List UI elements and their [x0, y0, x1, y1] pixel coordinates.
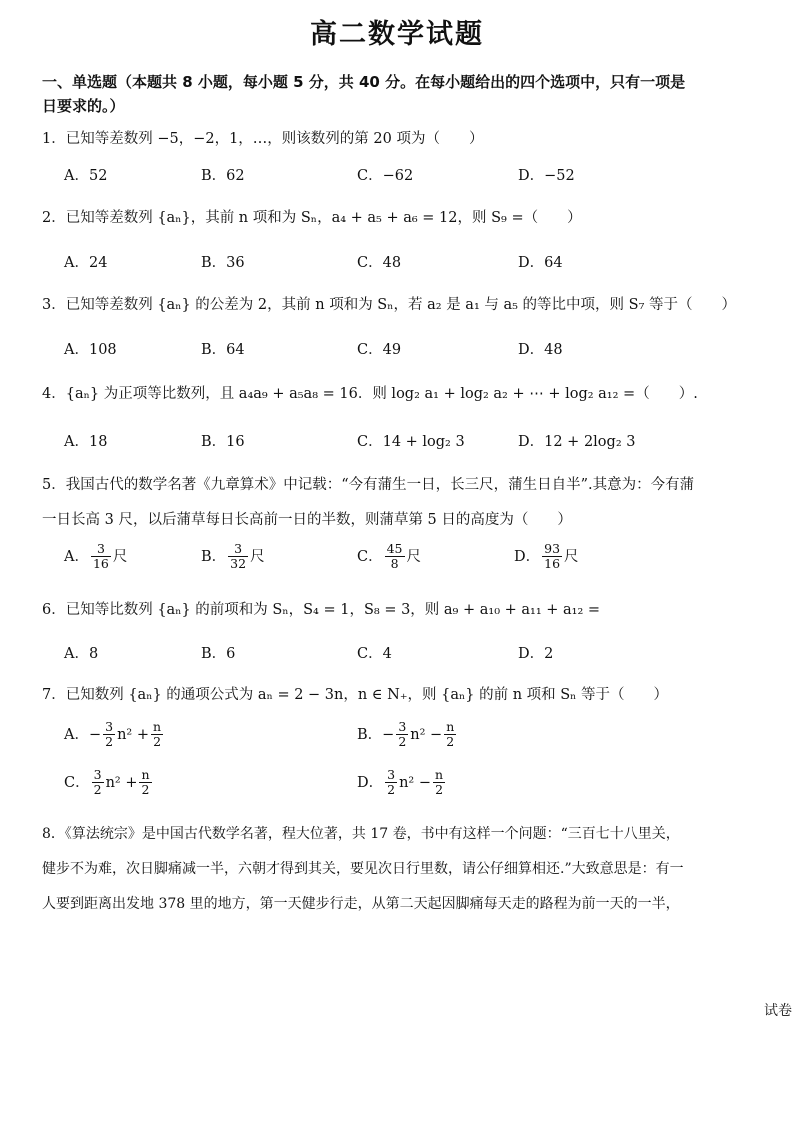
question-2-option-a: A．24: [64, 255, 108, 271]
section-header-line2: 日要求的。）: [42, 97, 125, 115]
question-7-stem: 7．已知数列 {aₙ} 的通项公式为 aₙ = 2 − 3n，n ∈ N₊，则 {aₙ} 的前 n 项和 Sₙ 等于（ ）: [42, 687, 669, 703]
question-1-option-b: B．62: [201, 168, 245, 184]
question-5-option-c: [357, 542, 421, 572]
fraction-numerator: n: [435, 767, 444, 782]
question-2-option-b: B．36: [201, 255, 245, 271]
question-1-option-d: D．−52: [518, 168, 575, 184]
option-label: A．: [64, 548, 89, 565]
option-label: C．: [357, 548, 383, 565]
fraction-denominator: 32: [230, 556, 247, 572]
expression-tail: n² −: [410, 726, 443, 743]
question-4-option-a: A．18: [64, 434, 108, 450]
option-label: B．: [201, 548, 227, 565]
fraction-numerator: 3: [91, 542, 111, 557]
question-3-option-b: B．64: [201, 342, 245, 358]
question-6-stem: 6．已知等比数列 {aₙ} 的前项和为 Sₙ，S₄ = 1，S₈ = 3，则 a₉ + a₁₀ + a₁₁ + a₁₂ =: [42, 602, 601, 618]
question-3-option-d: D．48: [518, 342, 563, 358]
question-4-option-d: D．12 + 2log₂ 3: [518, 434, 636, 450]
fraction: [92, 768, 104, 798]
unit: 尺: [112, 548, 128, 565]
question-5-stem-line2: 一日长高 3 尺，以后蒲草每日长高前一日的半数，则蒲草第 5 日的高度为（ ）: [42, 512, 572, 528]
fraction-denominator: 2: [435, 782, 444, 798]
fraction-denominator: 2: [387, 782, 396, 798]
question-5-option-b: [201, 542, 265, 572]
fraction-denominator: 16: [92, 556, 109, 572]
question-4-option-c: C．14 + log₂ 3: [357, 434, 465, 450]
question-4-stem: 4．{aₙ} 为正项等比数列，且 a₄a₉ + a₅a₈ = 16．则 log₂ a₁ + log₂ a₂ + ⋯ + log₂ a₁₂ =（ ）.: [42, 386, 698, 402]
question-1-option-a: A．52: [64, 168, 108, 184]
unit: 尺: [564, 548, 579, 565]
fraction-numerator: 3: [387, 767, 396, 782]
fraction-numerator: 3: [228, 542, 248, 557]
option-label: D．: [514, 548, 541, 565]
question-2-option-d: D．64: [518, 255, 563, 271]
fraction: [542, 542, 562, 572]
fraction: [444, 720, 456, 750]
question-2-stem: 2．已知等差数列 {aₙ}，其前 n 项和为 Sₙ，a₄ + a₅ + a₆ = 12，则 S₉ =（ ）: [42, 210, 582, 226]
fraction: [139, 768, 151, 798]
fraction-numerator: n: [153, 719, 162, 734]
expression-tail: n² +: [105, 774, 138, 791]
fraction-numerator: 3: [93, 767, 102, 782]
question-3-option-c: C．49: [357, 342, 402, 358]
unit: 尺: [406, 548, 422, 565]
fraction-denominator: 2: [153, 734, 162, 750]
fraction: [91, 542, 111, 572]
fraction-numerator: 93: [544, 541, 561, 556]
expression-tail: n² −: [399, 774, 432, 791]
question-7-option-c: [64, 768, 154, 798]
minus-sign: −: [382, 726, 395, 743]
fraction-denominator: 2: [446, 734, 455, 750]
question-5-option-a: [64, 542, 127, 572]
option-label: B．: [357, 726, 383, 743]
fraction-denominator: 2: [93, 782, 102, 798]
fraction-denominator: 2: [105, 734, 114, 750]
unit: 尺: [250, 548, 265, 565]
fraction-numerator: n: [446, 719, 455, 734]
fraction-denominator: 2: [398, 734, 407, 750]
question-6-option-a: A．8: [64, 646, 99, 662]
question-7-option-b: [357, 720, 458, 750]
fraction-numerator: 45: [386, 541, 403, 556]
question-6-option-b: B．6: [201, 646, 236, 662]
fraction: [396, 720, 408, 750]
fraction: [228, 542, 248, 572]
question-6-option-c: C．4: [357, 646, 392, 662]
question-8-line2: 健步不为难，次日脚痛减一半，六朝才得到其关，要见次日行里数，请公仔细算相还.”大致意思是：有一: [42, 861, 684, 877]
fraction-denominator: 8: [390, 556, 399, 572]
fraction-numerator: 3: [105, 719, 114, 734]
question-7-option-d: [357, 768, 447, 798]
question-1-stem: 1．已知等差数列 −5，−2，1，…，则该数列的第 20 项为（ ）: [42, 131, 484, 147]
fraction: [385, 768, 397, 798]
question-6-option-d: D．2: [518, 646, 554, 662]
fraction-numerator: 3: [398, 719, 407, 734]
fraction: [151, 720, 163, 750]
fraction-denominator: 2: [141, 782, 150, 798]
option-label: D．: [357, 774, 384, 791]
fraction: [103, 720, 115, 750]
page-footer: 试卷: [764, 1003, 792, 1019]
fraction-numerator: n: [141, 767, 150, 782]
fraction: [385, 542, 405, 572]
question-4-option-b: B．16: [201, 434, 245, 450]
option-label: C．: [64, 774, 90, 791]
section-header-line1: 一、单选题（本题共 8 小题，每小题 5 分，共 40 分。在每小题给出的四个选项中，只有一项是: [42, 73, 686, 91]
option-label: A．: [64, 726, 89, 743]
question-8-line3: 人要到距离出发地 378 里的地方，第一天健步行走，从第二天起因脚痛每天走的路程为前一天的一半，: [42, 896, 680, 912]
question-5-option-d: [514, 542, 579, 572]
page-title: 高二数学试题: [310, 19, 484, 50]
question-7-option-a: [64, 720, 165, 750]
minus-sign: −: [88, 726, 102, 743]
fraction-denominator: 16: [544, 556, 561, 572]
question-2-option-c: C．48: [357, 255, 402, 271]
expression-tail: n² +: [117, 726, 150, 743]
fraction: [433, 768, 445, 798]
question-1-option-c: C．−62: [357, 168, 414, 184]
question-3-stem: 3．已知等差数列 {aₙ} 的公差为 2，其前 n 项和为 Sₙ，若 a₂ 是 a₁ 与 a₅ 的等比中项，则 S₇ 等于（ ）: [42, 297, 737, 313]
question-3-option-a: A．108: [64, 342, 117, 358]
question-8-line1: 8．《算法统宗》是中国古代数学名著，程大位著，共 17 卷，书中有这样一个问题：“三百七十八里关，: [42, 826, 680, 842]
question-5-stem-line1: 5．我国古代的数学名著《九章算术》中记载：“今有蒲生一日，长三尺，蒲生日自半”.其意为：今有蒲: [42, 477, 695, 493]
